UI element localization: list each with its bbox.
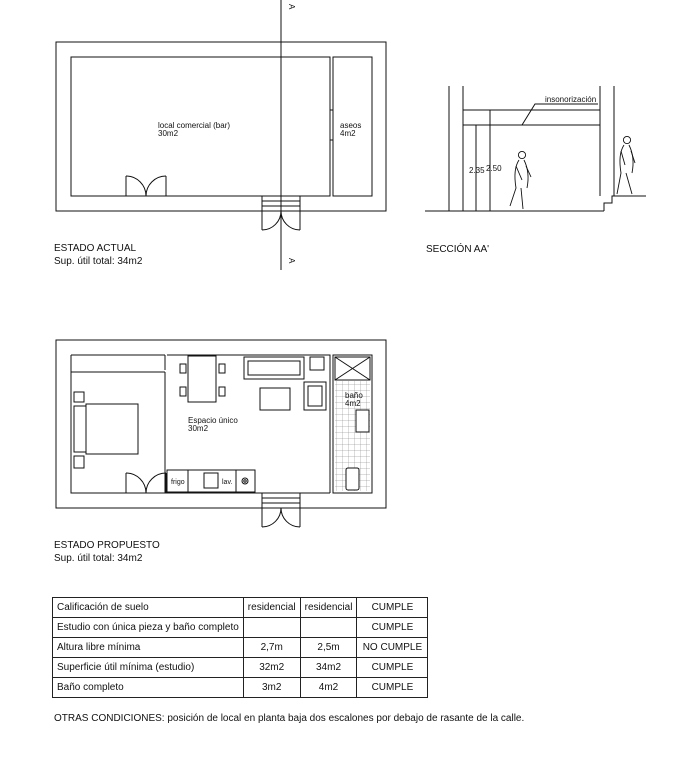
height-235: 2.35 [469, 166, 485, 175]
estado-propuesto-caption [54, 539, 160, 565]
sofa [244, 357, 304, 379]
result-cell: CUMPLE [357, 618, 428, 638]
plan-estado-actual [56, 0, 386, 270]
actual-cell: 4m2 [300, 678, 357, 698]
result-cell: NO CUMPLE [357, 638, 428, 658]
coffee-table [260, 388, 290, 410]
aseos-area: 4m2 [340, 129, 356, 138]
criterion-cell: Altura libre mínima [53, 638, 244, 658]
required-cell: residencial [243, 598, 300, 618]
dining-table [180, 356, 225, 402]
person-figure-outside [617, 136, 635, 194]
espacio-label: Espacio único [188, 416, 238, 425]
compliance-table [52, 597, 428, 698]
estado-actual-title: ESTADO ACTUAL [54, 243, 137, 254]
person-figure-inside [510, 151, 531, 209]
otras-condiciones: OTRAS CONDICIONES: posición de local en planta baja dos escalones por debajo de rasante de la calle. [54, 713, 525, 724]
inodoro [346, 468, 359, 490]
seccion-title: SECCIÓN AA' [426, 244, 490, 255]
result-cell: CUMPLE [357, 678, 428, 698]
estado-propuesto-title: ESTADO PROPUESTO [54, 540, 160, 551]
section-aa [425, 86, 646, 211]
criterion-cell: Baño completo [53, 678, 244, 698]
table-row [53, 598, 428, 618]
bed [74, 392, 138, 468]
result-cell: CUMPLE [357, 658, 428, 678]
required-cell: 3m2 [243, 678, 300, 698]
criterion-cell: Calificación de suelo [53, 598, 244, 618]
bano-area: 4m2 [345, 399, 361, 408]
lav-label: lav. [222, 479, 233, 486]
table-row [53, 638, 428, 658]
side-table [310, 357, 324, 370]
lavabo [356, 410, 369, 432]
frigo-label: frigo [171, 479, 185, 486]
table-row [53, 658, 428, 678]
espacio-area: 30m2 [188, 424, 209, 433]
estado-propuesto-area: Sup. útil total: 34m2 [54, 553, 143, 564]
height-250: 2.50 [486, 164, 502, 173]
required-cell: 32m2 [243, 658, 300, 678]
required-cell [243, 618, 300, 638]
entrance-steps-propuesto [262, 493, 300, 527]
criterion-cell: Estudio con única pieza y baño completo [53, 618, 244, 638]
estado-actual-caption [54, 242, 142, 268]
local-area: 30m2 [158, 129, 179, 138]
actual-cell: 2,5m [300, 638, 357, 658]
insulation-label: insonorización [545, 95, 597, 104]
bedroom-door [126, 473, 166, 493]
criterion-cell: Superficie útil mínima (estudio) [53, 658, 244, 678]
section-mark-bottom: A [287, 258, 296, 264]
aseos-label: aseos [340, 121, 362, 130]
actual-cell: residencial [300, 598, 357, 618]
section-steps [604, 196, 646, 211]
section-mark-top: A [287, 4, 296, 10]
bano-label: baño [345, 391, 363, 400]
required-cell: 2,7m [243, 638, 300, 658]
table-row [53, 618, 428, 638]
actual-cell [300, 618, 357, 638]
interior-door [126, 176, 166, 196]
local-label: local comercial (bar) [158, 121, 231, 130]
plan-estado-propuesto [56, 340, 386, 527]
actual-cell: 34m2 [300, 658, 357, 678]
insulation-leader [522, 104, 598, 125]
result-cell: CUMPLE [357, 598, 428, 618]
armchair [304, 382, 326, 410]
table-row [53, 678, 428, 698]
estado-actual-area: Sup. útil total: 34m2 [54, 256, 143, 267]
